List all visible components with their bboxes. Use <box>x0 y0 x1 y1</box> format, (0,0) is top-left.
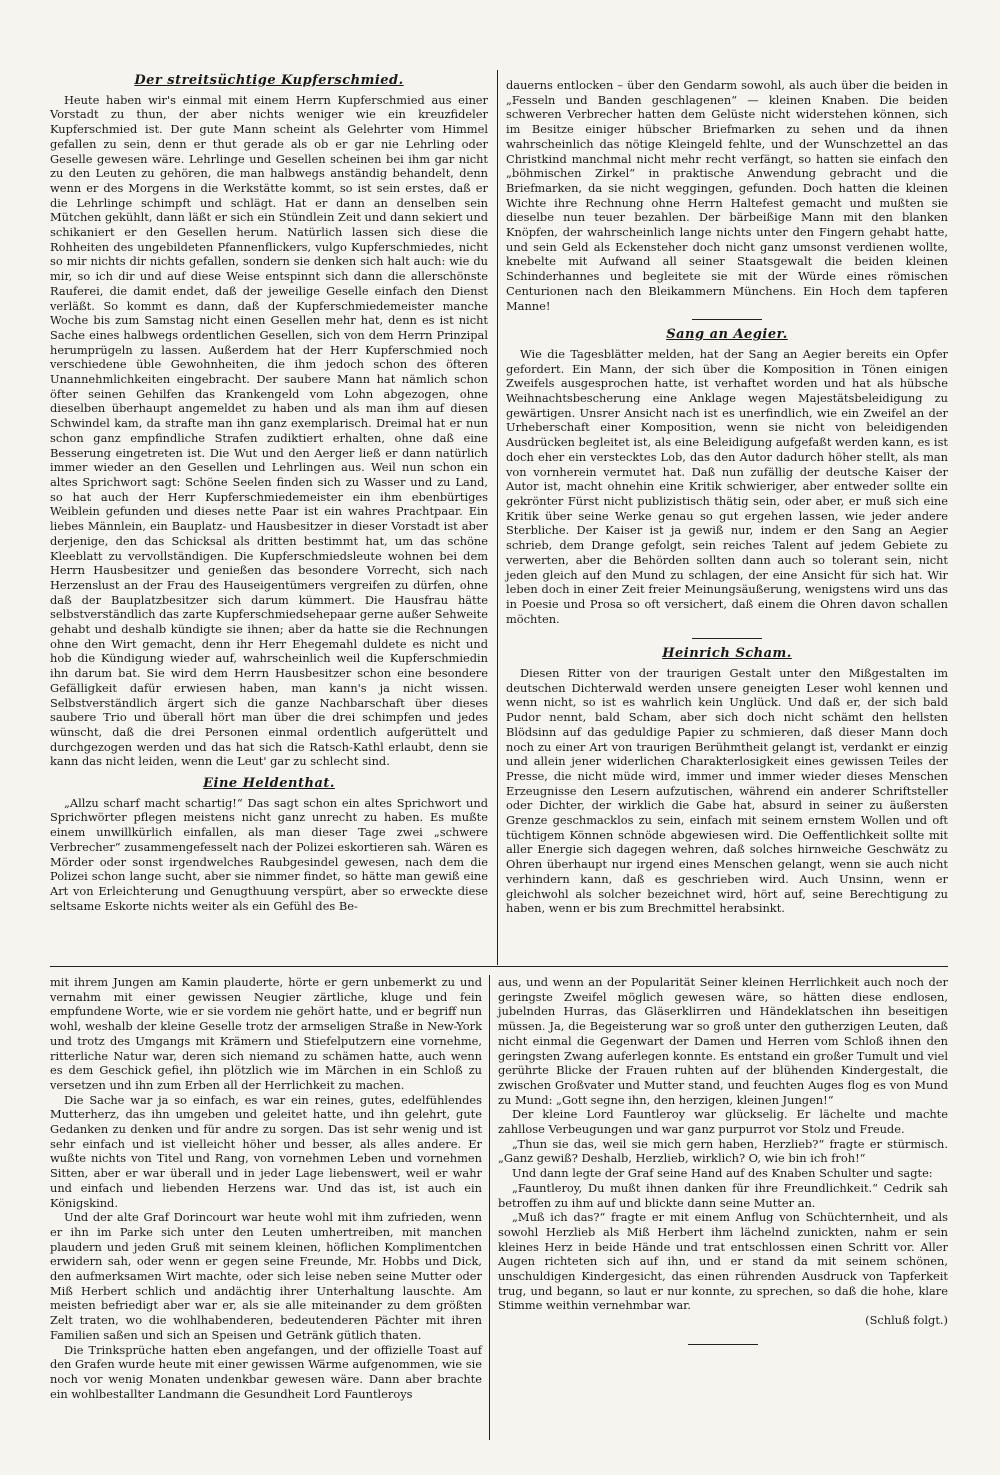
serial-paragraph: „Muß ich das?“ fragte er mit einem Anflug von Schüchternheit, und als sowohl Herzlieb als Miß Herbert ihm lächelnd zunickten, nahm er sein kleines Herz in beide Hände und trat entschlossen einen Schritt vor. Aller Augen richteten sich auf ihn, und er stand da mit seinem schönen, unschuldigen Kindergesicht, das einen rührenden Ausdruck von Tapferkeit trug, und begann, so laut er nur konnte, zu sprechen, so daß die hohe, klare Stimme weithin vernehmbar war. <box>498 1210 948 1313</box>
column-top-left <box>50 70 488 913</box>
article-title-heldenthat: Eine Heldenthat. <box>203 776 335 792</box>
serial-paragraph: Der kleine Lord Fauntleroy war glückselig. Er lächelte und machte zahllose Verbeugungen und war ganz purpurrot vor Stolz und Freude. <box>498 1107 948 1137</box>
serial-paragraph: Die Sache war ja so einfach, es war ein reines, gutes, edelfühlendes Mutterherz, das ihn umgeben und geleitet hatte, und ihn gelehrt, gute Gedanken zu denken und für andre zu sorgen. Das ist sehr wenig und ist sehr einfach und ist vielleicht höher und besser, als alles andere. Er wußte nichts von Titel und Rang, von vornehmen Leben und vornehmen Sitten, aber er war überall und in jeder Lage liebenswert, weil er wahr und einfach und liebenden Herzens war. Und das ist, ist auch ein Königskind. <box>50 1092 482 1210</box>
divider <box>688 1344 758 1345</box>
serial-paragraph: aus, und wenn an der Popularität Seiner kleinen Herrlichkeit auch noch der geringste Zweifel möglich gewesen wäre, so hätten diese endlosen, jubelnden Hurras, das Gläserklirren und Händeklatschen ihn beseitigen müssen. Ja, die Begeisterung war so groß unter den gutherzigen Leuten, daß nicht einmal die Gegenwart der Damen und Herren vom Schloß ihnen den geringsten Zwang auferlegen konnte. Es entstand ein großer Tumult und viel gerührte Blicke der Frauen ruhten auf der blühenden Kindergestalt, die zwischen Großvater und Mutter stand, und feuchten Auges flog es von Mund zu Mund: „Gott segne ihn, den herzigen, kleinen Jungen!“ <box>498 975 948 1107</box>
divider <box>692 638 762 639</box>
divider <box>692 319 762 320</box>
article-body-heldenthat-continued: dauerns entlocken – über den Gendarm sowohl, als auch über die beiden in „Fesseln und Banden geschlagenen“ — kleinen Knaben. Die beiden schweren Verbrecher hatten dem Gelüste nicht widerstehen können, sich im Besitze einiger hübscher Briefmarken zu sehen und da ihnen wahrscheinlich das nötige Kleingeld fehlte, und der Wunschzettel an das Christkind manchmal nicht mehr recht verfängt, so hatten sie einfach den „böhmischen Zirkel“ in praktische Anwendung gebracht und die Briefmarken, da sie nicht weggingen, gefunden. Doch hatten die kleinen Wichte ihre Rechnung ohne Herrn Haltefest gemacht und mußten sie dieselbe nun teuer bezahlen. Der bärbeißige Mann mit den blanken Knöpfen, der wahrscheinlich lange nichts unter den Fingern gehabt hatte, und sein Geld als Eckensteher doch nicht ganz umsonst verdienen wollte, knebelte mit Aufwand all seiner Staatsgewalt die beiden kleinen Schinderhannes und begleitete sie mit der Würde eines römischen Centurionen nach den Bleikammern Münchens. Ein Hoch dem tapferen Manne! <box>506 78 948 313</box>
column-divider-top <box>497 70 498 965</box>
column-bottom-left <box>50 975 482 1401</box>
article-body-heldenthat: „Allzu scharf macht schartig!“ Das sagt schon ein altes Sprichwort und Sprichwörter pflegen meistens nicht ganz unrecht zu haben. Es mußte einem unwillkürlich einfallen, als man dieser Tage zwei „schwere Verbrecher“ zusammengefesselt nach der Polizei eskortieren sah. Wären es Mörder oder sonst irgendwelches Raubgesindel gewesen, nach dem die Polizei schon lange sucht, aber sie nimmer findet, so hätte man gewiß eine Art von Erleichterung und Genugthuung verspürt, aber so erweckte diese seltsame Eskorte nichts weiter als ein Gefühl des Be- <box>50 795 488 913</box>
article-body-kupferschmied: Heute haben wir's einmal mit einem Herrn Kupferschmied aus einer Vorstadt zu thun, der aber nichts weniger wie ein kreuzfideler Kupferschmied ist. Der gute Mann scheint als Gelehrter vom Himmel gefallen zu sein, denn er thut gerade als ob er gar nie Lehrling oder Geselle gewesen wäre. Lehrlinge und Gesellen scheinen bei ihm gar nicht zu den Leuten zu gehören, die man halbwegs anständig behandelt, denn wenn er des Morgens in die Werkstätte kommt, so ist sein erstes, daß er die Lehrlinge schimpft und schlägt. Hat er dann an denselben sein Mütchen gekühlt, dann läßt er sich ein Stündlein Zeit und dann sekiert und schikaniert er den Gesellen herum. Natürlich lassen sich diese die Rohheiten des ungebildeten Pfannenflickers, vulgo Kupferschmiedes, nicht so mir nichts dir nichts gefallen, sondern sie denken sich halt auch: wie du mir, so ich dir und auf diese Weise entspinnt sich dann die allerschönste Rauferei, die damit endet, daß der jeweilige Geselle einfach den Dienst verläßt. So kommt es dann, daß der Kupferschmiedemeister manche Woche bis zum Samstag nicht einen Gesellen mehr hat, denn es ist nicht Sache eines halbwegs ordentlichen Gesellen, sich von dem Herrn Prinzipal herumprügeln zu lassen. Außerdem hat der Herr Kupferschmied noch verschiedene üble Gewohnheiten, die ihm jedoch schon des öfteren Unannehmlichkeiten eingebracht. Der saubere Mann hat nämlich schon öfter seinen Gehilfen das Krankengeld vom Lohn abgezogen, ohne dieselben überhaupt angemeldet zu haben und als man ihm auf diesen Schwindel kam, da strafte man ihn ganz exemplarisch. Dreimal hat er nun schon ganz empfindliche Strafen zudiktiert erhalten, ohne daß eine Besserung eingetreten ist. Die Wut und den Aerger ließ er dann natürlich immer wieder an den Gesellen und Lehrlingen aus. Weil nun schon ein altes Sprichwort sagt: Schöne Seelen finden sich zu Wasser und zu Land, so hat auch der Herr Kupferschmiedemeister ein ihm ebenbürtiges Weiblein gefunden und dieses nette Paar ist ein wahres Prachtpaar. Ein liebes Männlein, ein Bauplatz- und Hausbesitzer in dieser Vorstadt ist aber derjenige, den das Schicksal als dritten bestimmt hat, um das schöne Kleeblatt zu vervollständigen. Die Kupferschmiedsleute wohnen bei dem Herrn Hausbesitzer und genießen das besondere Vorrecht, sich nach Herzenslust an der Frau des Hauseigentümers vergreifen zu dürfen, ohne daß der Bauplatzbesitzer sich darum kümmert. Die Hausfrau hätte selbstverständlich das zarte Kupferschmiedsehepaar gerne außer Sehweite gehabt und deshalb kündigte sie ihnen; aber da hatte sie die Rechnungen ohne den Wirt gemacht, denn ihr Herr Ehegemahl duldete es nicht und hob die Kündigung wieder auf, wahrscheinlich weil die Kupferschmiedin ihn darum bat. Sie wird dem Herrn Hausbesitzer schon eine besondere Gefälligkeit dafür erwiesen haben, man kann's ja nicht wissen. Selbstverständlich ärgert sich die ganze Nachbarschaft über dieses saubere Trio und überall hört man über die drei schimpfen und jedes wünscht, daß die drei Personen einmal ordentlich aufgerüttelt und durchgezogen werden und das hat sich die Ratsch-Kathl erlaubt, denn sie kann das nicht leiden, wenn die Leut' gar zu schlecht sind. <box>50 92 488 769</box>
column-divider-bottom <box>489 975 490 1440</box>
article-body-aegier: Wie die Tagesblätter melden, hat der Sang an Aegier bereits ein Opfer gefordert. Ein Mann, der sich über die Komposition in Tönen einigen Zweifels ausgesprochen hatte, ist verhaftet worden und hat als hübsche Weihnachtsbescherung eine Anklage wegen Majestätsbeleidigung zu gewärtigen. Unsrer Ansicht nach ist es unerfindlich, wie ein Zweifel an der Urheberschaft einer Komposition, wenn sie nicht von beleidigenden Ausdrücken begleitet ist, als eine Beleidigung aufgefaßt werden kann, es ist doch eher ein verstecktes Lob, das den Autor dadurch höher stellt, als man von vornherein vermutet hat. Daß nun zufällig der deutsche Kaiser der Autor ist, macht ohnehin eine Kritik schwieriger, aber entweder sollte ein gekrönter Fürst nicht publizistisch thätig sein, oder aber, er muß sich eine Kritik über seine Werke genau so gut ergehen lassen, wie jeder andere Sterbliche. Der Kaiser ist ja gewiß nur, indem er den Sang an Aegier schrieb, dem Drange gefolgt, sein reiches Talent auf jedem Gebiete zu verwerten, aber die Behörden sollten dann auch so tolerant sein, nicht jeden gleich auf den Mund zu schlagen, der eine Ansicht für sich hat. Wir leben doch in einer Zeit freier Meinungsäußerung, wenigstens wird uns das in Poesie und Prosa so oft versichert, daß einem die Ohren davon schallen möchten. <box>506 346 948 626</box>
serial-paragraph: Und der alte Graf Dorincourt war heute wohl mit ihm zufrieden, wenn er ihn im Parke sich unter den Leuten umhertreiben, mit manchen plaudern und jeden Gruß mit seinem kleinen, höflichen Komplimentchen erwidern sah, oder wenn er gegen seine Freunde, Mr. Hobbs und Dick, den aufmerksamen Wirt machte, oder sich leise neben seine Mutter oder Miß Herbert schlich und andächtig ihrer Unterhaltung lauschte. Am meisten befriedigt aber war er, als sie alle miteinander zu dem größten Zelt traten, wo die wohlhabenderen, bedeutenderen Pächter mit ihren Familien saßen und sich an Speisen und Getränk gütlich thaten. <box>50 1210 482 1342</box>
serial-paragraph: Und dann legte der Graf seine Hand auf des Knaben Schulter und sagte: <box>512 1166 933 1181</box>
article-title-scham: Heinrich Scham. <box>662 646 792 662</box>
section-divider <box>50 966 948 967</box>
serial-paragraph: mit ihrem Jungen am Kamin plauderte, hörte er gern unbemerkt zu und vernahm mit einer gewissen Neugier zärtliche, kluge und fein empfundene Worte, wie er sie vordem nie gehört hatte, und er begriff nun wohl, weshalb der kleine Geselle trotz der armseligen Straße in New-York und trotz des Umgangs mit Krämern und Stiefelputzern eine vornehme, ritterliche Natur war, deren sich niemand zu schämen hatte, auch wenn es dem Geschick gefiel, ihn plötzlich wie im Märchen in ein Schloß zu versetzen und ihn zum Erben all der Herrlichkeit zu machen. <box>50 975 482 1092</box>
column-bottom-right <box>498 975 948 1353</box>
article-body-scham: Diesen Ritter von der traurigen Gestalt unter den Mißgestalten im deutschen Dichterwald werden unsere geneigten Leser wohl kennen und wenn nicht, so ist es wahrlich kein Unglück. Und daß er, der sich bald Pudor nennt, bald Scham, aber sich doch nicht schämt den hellsten Blödsinn auf das geduldige Papier zu schmieren, daß dieser Mann doch noch zu einer Art von traurigen Berühmtheit gelangt ist, verdankt er einzig und allein jener widerlichen Charakterlosigkeit eines gewissen Teiles der Presse, die nicht müde wird, immer und immer wieder dieses Menschen Erzeugnisse den Lesern aufzutischen, während ein anderer Schriftsteller oder Dichter, der wirklich die Gabe hat, absurd in seiner zu äußersten Grenze geschmacklos zu sein, einfach mit seinem ernstem Wollen und oft tüchtigem Können schnöde abgewiesen wird. Die Oeffentlichkeit sollte mit aller Energie sich dagegen wehren, daß solches hirnweiche Geschwätz zu Ohren überhaupt nur irgend eines Menschen gelangt, wenn sie auch nicht verhindern kann, daß es geschrieben wird. Auch Unsinn, wenn er gleichwohl als solcher bezeichnet wird, hört auf, seine Berechtigung zu haben, wenn er bis zum Brechmittel herabsinkt. <box>506 666 948 916</box>
article-title-kupferschmied: Der streitsüchtige Kupferschmied. <box>134 73 404 88</box>
serial-paragraph: „Thun sie das, weil sie mich gern haben, Herzlieb?“ fragte er stürmisch. „Ganz gewiß? Deshalb, Herzlieb, wirklich? O, wie bin ich froh!“ <box>498 1136 948 1166</box>
serial-paragraph: „Fauntleroy, Du mußt ihnen danken für ihre Freundlichkeit.“ Cedrik sah betroffen zu ihm auf und blickte dann seine Mutter an. <box>498 1180 948 1210</box>
continuation-note: (Schluß folgt.) <box>865 1313 948 1328</box>
serial-paragraph: Die Trinksprüche hatten eben angefangen, und der offizielle Toast auf den Grafen wurde heute mit einer gewissen Wärme aufgenommen, wie sie noch vor wenig Monaten undenkbar gewesen wäre. Dann aber brachte ein wohlbestallter Landmann die Gesundheit Lord Fauntleroys <box>50 1342 482 1401</box>
article-title-aegier: Sang an Aegier. <box>666 327 788 343</box>
column-top-right <box>506 78 948 916</box>
